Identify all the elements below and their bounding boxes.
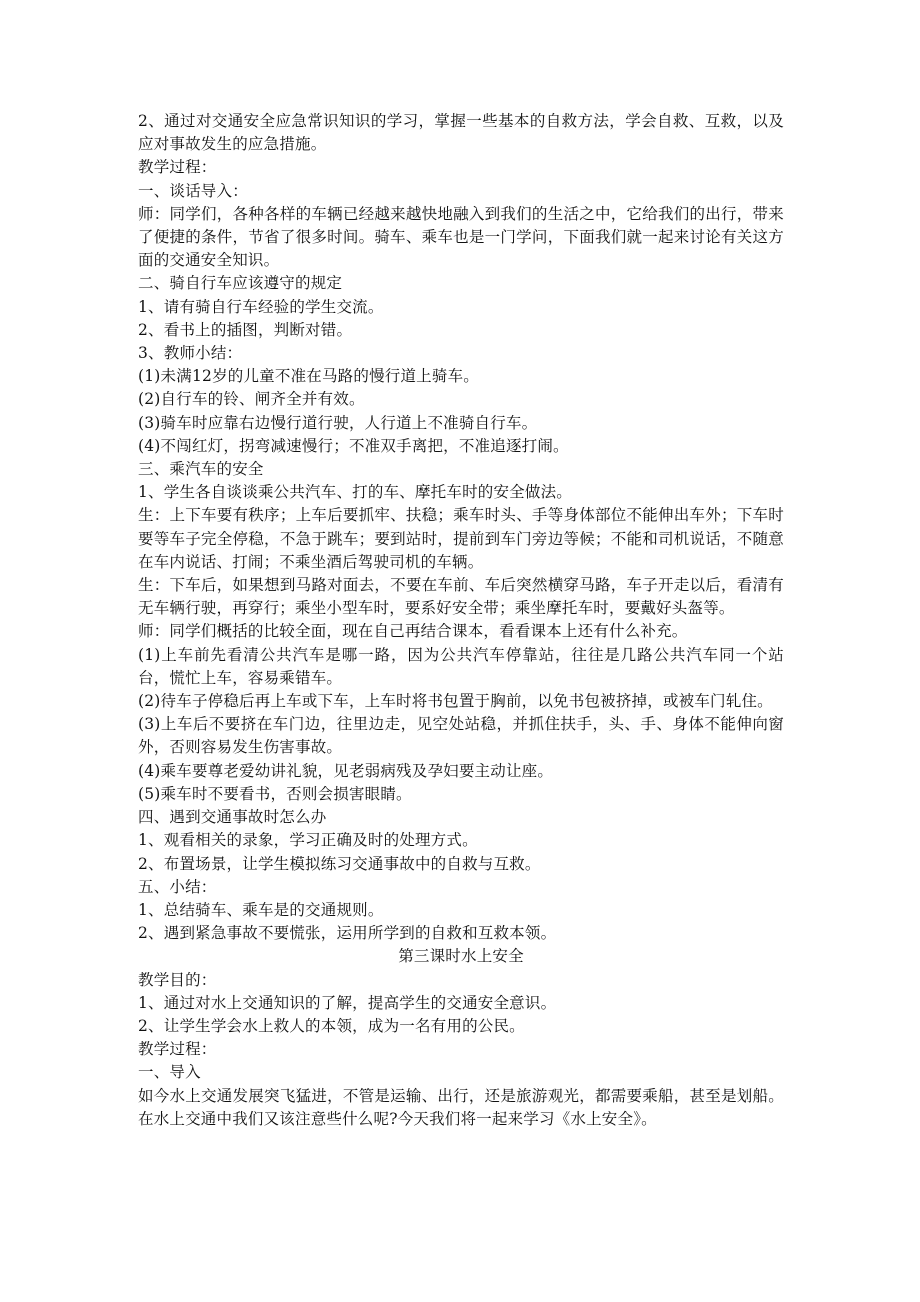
list-item: 1、总结骑车、乘车是的交通规则。 [138, 900, 384, 919]
paragraph: 如今水上交通发展突飞猛进，不管是运输、出行，还是旅游观光，都需要乘船，甚至是划船。在水上交通中我们又该注意些什么呢?今天我们将一起来学习《水上安全》。 [138, 1086, 784, 1128]
list-item: 1、通过对水上交通知识的了解，提高学生的交通安全意识。 [138, 993, 557, 1012]
list-item: (3)骑车时应靠右边慢行道行驶，人行道上不准骑自行车。 [138, 413, 538, 432]
paragraph: 师：同学们，各种各样的车辆已经越来越快地融入到我们的生活之中，它给我们的出行，带来了便捷的条件，节省了很多时间。骑车、乘车也是一门学问，下面我们就一起来讨论有关这方面的交通安全知识。 [138, 204, 784, 270]
section-heading: 教学过程： [138, 1040, 217, 1059]
list-item: (5)乘车时不要看书，否则会损害眼睛。 [138, 784, 412, 803]
section-heading: 一、谈话导入： [138, 181, 248, 200]
lesson-title: 第三课时水上安全 [398, 947, 524, 966]
list-item: 3、教师小结： [138, 344, 243, 363]
list-item: 1、学生各自谈谈乘公共汽车、打的车、摩托车时的安全做法。 [138, 483, 572, 502]
section-heading: 一、导入 [138, 1063, 201, 1082]
paragraph: 生：下车后，如果想到马路对面去，不要在车前、车后突然横穿马路，车子开走以后，看清有无车辆行驶，再穿行；乘坐小型车时，要系好安全带；乘坐摩托车时，要戴好头盔等。 [138, 576, 784, 618]
list-item: (4)乘车要尊老爱幼讲礼貌，见老弱病残及孕妇要主动让座。 [138, 761, 554, 780]
list-item: 2、让学生学会水上救人的本领，成为一名有用的公民。 [138, 1016, 525, 1035]
list-item: (3)上车后不要挤在车门边，往里边走，见空处站稳，并抓住扶手，头、手、身体不能伸向窗外，否则容易发生伤害事故。 [138, 715, 784, 757]
section-heading: 教学目的： [138, 970, 217, 989]
list-item: (2)自行车的铃、闸齐全并有效。 [138, 390, 365, 409]
list-item: 2、看书上的插图，判断对错。 [138, 320, 353, 339]
paragraph: 师：同学们概括的比较全面，现在自己再结合课本，看看课本上还有什么补充。 [138, 622, 688, 641]
list-item: (1)未满12岁的儿童不准在马路的慢行道上骑车。 [138, 367, 479, 386]
paragraph: 2、通过对交通安全应急常识知识的学习，掌握一些基本的自救方法，学会自救、互救，以及应对事故发生的应急措施。 [138, 112, 784, 154]
list-item: (4)不闯红灯，拐弯减速慢行；不准双手离把，不准追逐打闹。 [138, 436, 569, 455]
section-heading: 二、骑自行车应该遵守的规定 [138, 274, 343, 293]
section-heading: 四、遇到交通事故时怎么办 [138, 808, 327, 827]
document-body [138, 110, 784, 1131]
paragraph: 生：上下车要有秩序；上车后要抓牢、扶稳；乘车时头、手等身体部位不能伸出车外；下车时要等车子完全停稳，不急于跳车；要到站时，提前到车门旁边等候；不能和司机说话，不随意在车内说话、打闹；不乘坐酒后驾驶司机的车辆。 [138, 506, 784, 571]
section-heading: 三、乘汽车的安全 [138, 460, 264, 479]
list-item: (2)待车子停稳后再上车或下车，上车时将书包置于胸前，以免书包被挤掉，或被车门轧住。 [138, 692, 773, 711]
list-item: 1、请有骑自行车经验的学生交流。 [138, 297, 384, 316]
list-item: (1)上车前先看清公共汽车是哪一路，因为公共汽车停靠站，往往是几路公共汽车同一个站台，慌忙上车，容易乘错车。 [138, 645, 784, 687]
list-item: 1、观看相关的录象，学习正确及时的处理方式。 [138, 831, 478, 850]
list-item: 2、布置场景，让学生模拟练习交通事故中的自救与互救。 [138, 854, 541, 873]
section-heading: 教学过程： [138, 158, 217, 177]
list-item: 2、遇到紧急事故不要慌张，运用所学到的自救和互救本领。 [138, 924, 557, 943]
section-heading: 五、小结： [138, 877, 217, 896]
